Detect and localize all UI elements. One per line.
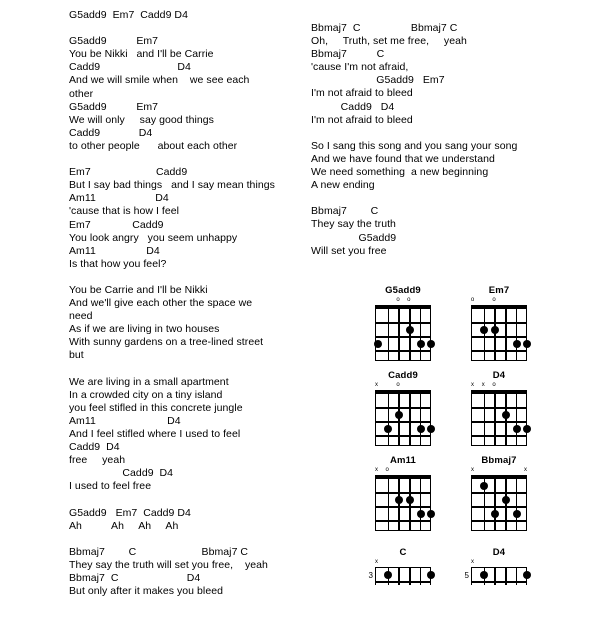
chord-diagram-em7 <box>449 286 549 372</box>
lyric-line: Bbmaj7 C Bbmaj7 C <box>69 545 249 558</box>
fretboard-string-line <box>505 394 506 445</box>
fretboard-string-line <box>505 309 506 360</box>
muted-string-marker: x <box>375 559 378 565</box>
chord-diagram-label: Em7 <box>488 285 510 296</box>
lyric-block-bridge <box>311 140 561 192</box>
fretboard-string-line <box>494 309 495 360</box>
fretboard-fret-line <box>472 581 526 582</box>
fretboard-string-line <box>516 479 517 530</box>
chord-fretboard <box>471 475 527 531</box>
lyric-block-ah-section <box>69 507 309 533</box>
lyric-line: you feel stifled in this concrete jungle <box>69 401 243 414</box>
fretboard-string-line <box>388 479 389 530</box>
lyric-block-chorus-1 <box>69 546 309 598</box>
chord-finger-dot <box>480 482 488 490</box>
chord-finger-dot <box>395 496 403 504</box>
fretboard-fret-line <box>472 435 526 436</box>
muted-string-marker: x <box>375 382 378 388</box>
lyric-line: Em7 Cadd9 <box>69 166 188 179</box>
chord-diagram-label: Cadd9 <box>388 370 418 381</box>
fretboard-fret-line <box>472 520 526 521</box>
lyric-line: We need something a new beginning <box>311 166 489 179</box>
chord-diagram-row <box>345 548 595 634</box>
lyrics-column-left <box>69 9 309 598</box>
chord-finger-dot <box>523 425 531 433</box>
chord-fretboard <box>471 567 527 585</box>
lyric-line: but <box>69 349 84 362</box>
lyric-line: In a crowded city on a tiny island <box>69 388 223 401</box>
open-string-marker: o <box>492 297 496 303</box>
chord-finger-dot <box>502 496 510 504</box>
chord-diagram-row <box>345 371 595 457</box>
chord-finger-dot <box>491 326 499 334</box>
lyric-line: Cadd9 D4 <box>69 467 174 480</box>
chord-finger-dot <box>417 425 425 433</box>
open-string-marker: o <box>385 467 389 473</box>
chord-finger-dot <box>513 510 521 518</box>
chord-diagram-label: D4 <box>492 547 506 558</box>
lyric-line: Am11 D4 <box>69 192 169 205</box>
chord-string-markers <box>471 467 527 474</box>
chord-diagram-label: Am11 <box>390 455 416 466</box>
fretboard-string-line <box>409 309 410 360</box>
muted-string-marker: x <box>471 559 474 565</box>
chord-string-markers <box>375 559 431 566</box>
fretboard-string-line <box>516 309 517 360</box>
fretboard-fret-line <box>472 492 526 493</box>
chord-finger-dot <box>513 340 521 348</box>
lyric-line: Bbmaj7 C Bbmaj7 C <box>311 22 458 34</box>
fretboard-fret-line <box>376 581 430 582</box>
open-string-marker: o <box>492 382 496 388</box>
fretboard-string-line <box>494 479 495 530</box>
chord-diagram-am11 <box>353 456 453 542</box>
lyric-line: G5add9 <box>311 231 397 244</box>
fretboard-fret-line <box>376 492 430 493</box>
lyric-line: Oh, Truth, set me free, yeah <box>311 35 467 48</box>
lyric-block-verse-4 <box>69 376 309 494</box>
fretboard-fret-line <box>472 350 526 351</box>
muted-string-marker: x <box>481 382 485 388</box>
chord-diagram-g5add9 <box>353 286 453 372</box>
lyric-line: They say the truth will set you free, yeah <box>69 558 268 571</box>
lyric-line: Cadd9 D4 <box>69 441 120 454</box>
open-string-marker: o <box>407 297 411 303</box>
chord-finger-dot <box>395 411 403 419</box>
fretboard-string-line <box>420 309 421 360</box>
lyric-line: Em7 Cadd9 <box>69 218 164 231</box>
chord-finger-dot <box>427 510 435 518</box>
lyric-line: G5add9 Em7 <box>69 35 159 48</box>
chord-diagram-row <box>345 286 595 372</box>
chord-diagram-row <box>345 456 595 542</box>
fretboard-string-line <box>409 394 410 445</box>
lyric-line: And we'll give each other the space we <box>69 297 253 310</box>
chord-diagram-label: D4 <box>492 370 506 381</box>
fretboard-fret-line <box>472 336 526 337</box>
fretboard-fret-line <box>472 322 526 323</box>
chord-finger-dot <box>427 340 435 348</box>
lyric-line: Will set you free <box>311 244 387 257</box>
fretboard-fret-line <box>472 421 526 422</box>
lyric-line: Am11 D4 <box>69 414 181 427</box>
chord-fretboard <box>375 475 431 531</box>
lyric-line: I'm not afraid to bleed <box>311 113 413 126</box>
open-string-marker: o <box>396 297 400 303</box>
chord-finger-dot <box>523 571 531 579</box>
lyric-block-verse-1 <box>69 35 309 153</box>
lyric-block-chorus-2 <box>311 22 561 127</box>
fretboard-fret-line <box>376 421 430 422</box>
lyric-line: And I feel stifled where I used to feel <box>69 428 241 440</box>
lyric-line: need <box>69 310 93 323</box>
fretboard-string-line <box>494 394 495 445</box>
fretboard-string-line <box>420 394 421 445</box>
chord-diagram-panel <box>345 286 595 600</box>
chord-finger-dot <box>502 411 510 419</box>
fretboard-fret-line <box>376 322 430 323</box>
fretboard-string-line <box>388 394 389 445</box>
lyric-line: Cadd9 D4 <box>311 100 395 113</box>
lyric-line: G5add9 Em7 Cadd9 D4 <box>69 9 188 21</box>
lyric-line: Bbmaj7 C <box>311 205 379 218</box>
chord-fretboard <box>471 390 527 446</box>
chord-diagram-label: Bbmaj7 <box>481 455 517 466</box>
chord-diagram-label: G5add9 <box>385 285 421 296</box>
chord-diagram-d4 <box>449 371 549 457</box>
chord-string-markers <box>471 559 527 566</box>
lyric-line: Cadd9 D4 <box>69 126 153 139</box>
chord-string-markers <box>471 382 527 389</box>
muted-string-marker: x <box>524 467 527 473</box>
lyric-line: You be Carrie and I'll be Nikki <box>69 283 208 296</box>
chord-finger-dot <box>384 571 392 579</box>
chord-fretboard <box>375 390 431 446</box>
lyric-line: But I say bad things and I say mean things <box>69 179 275 192</box>
chord-diagram-label: C <box>399 547 407 558</box>
lyric-line: G5add9 Em7 <box>311 74 445 87</box>
fretboard-fret-line <box>376 336 430 337</box>
lyric-line: You look angry you seem unhappy <box>69 231 238 244</box>
fretboard-fret-line <box>376 520 430 521</box>
lyric-line: A new ending <box>311 179 375 192</box>
chord-string-markers <box>375 467 431 474</box>
chord-diagram-c <box>353 548 453 634</box>
lyric-block-intro <box>69 9 309 22</box>
lyric-line: But only after it makes you bleed <box>69 585 223 598</box>
lyric-line: Am11 D4 <box>69 244 160 257</box>
chord-finger-dot <box>427 425 435 433</box>
lyric-line: 'cause that is how I feel <box>69 205 180 218</box>
lyric-line: Bbmaj7 C D4 <box>69 572 201 585</box>
chord-string-markers <box>471 297 527 304</box>
lyric-line: They say the truth <box>311 218 396 231</box>
chord-finger-dot <box>427 571 435 579</box>
muted-string-marker: x <box>375 467 378 473</box>
lyric-line: I'm not afraid to bleed <box>311 87 413 100</box>
lyric-line: We are living in a small apartment <box>69 375 229 388</box>
fretboard-fret-line <box>472 506 526 507</box>
chord-finger-dot <box>513 425 521 433</box>
chord-fretboard <box>375 567 431 585</box>
fretboard-string-line <box>505 479 506 530</box>
lyric-line: Cadd9 D4 <box>69 61 191 74</box>
fretboard-fret-line <box>376 350 430 351</box>
lyric-line: As if we are living in two houses <box>69 323 220 336</box>
chord-fretboard <box>375 305 431 361</box>
lyric-line: So I sang this song and you sang your song <box>311 139 518 152</box>
lyric-line: 'cause I'm not afraid, <box>311 61 409 74</box>
fretboard-string-line <box>398 479 399 530</box>
lyric-block-verse-2 <box>69 166 309 271</box>
lyric-block-verse-3 <box>69 284 309 363</box>
chord-finger-dot <box>480 571 488 579</box>
chord-base-fret-number: 5 <box>464 571 469 580</box>
chord-finger-dot <box>523 340 531 348</box>
chord-string-markers <box>375 382 431 389</box>
chord-finger-dot <box>417 510 425 518</box>
fretboard-string-line <box>398 309 399 360</box>
lyric-line: Ah Ah Ah Ah <box>69 519 179 532</box>
lyric-line: free yeah <box>69 454 126 467</box>
lyric-line: to other people about each other <box>69 139 238 152</box>
lyric-line: And we have found that we understand <box>311 152 495 165</box>
chord-base-fret-number: 3 <box>368 571 373 580</box>
chord-finger-dot <box>491 510 499 518</box>
chord-fretboard <box>471 305 527 361</box>
chord-diagram-cadd9 <box>353 371 453 457</box>
open-string-marker: o <box>470 297 475 303</box>
lyric-line: other <box>69 87 94 100</box>
lyric-line: I used to feel free <box>69 480 152 493</box>
chord-finger-dot <box>406 326 414 334</box>
open-string-marker: o <box>396 382 400 388</box>
lyric-line: And we will smile when we see each <box>69 74 250 87</box>
chord-finger-dot <box>374 340 382 348</box>
lyric-line: G5add9 Em7 <box>69 100 159 113</box>
lyric-line: G5add9 Em7 Cadd9 D4 <box>69 506 191 519</box>
fretboard-fret-line <box>376 506 430 507</box>
lyric-line: We will only say good things <box>69 113 214 126</box>
fretboard-fret-line <box>472 407 526 408</box>
chord-diagram-bbmaj7 <box>449 456 549 542</box>
lyric-line: You be Nikki and I'll be Carrie <box>69 48 214 61</box>
fretboard-string-line <box>516 394 517 445</box>
chord-diagram-d4 <box>449 548 549 634</box>
fretboard-string-line <box>420 479 421 530</box>
chord-finger-dot <box>406 496 414 504</box>
fretboard-string-line <box>398 394 399 445</box>
chord-finger-dot <box>417 340 425 348</box>
fretboard-string-line <box>484 309 485 360</box>
fretboard-fret-line <box>376 407 430 408</box>
fretboard-string-line <box>409 479 410 530</box>
lyric-line: Is that how you feel? <box>69 257 167 270</box>
fretboard-fret-line <box>376 435 430 436</box>
lyric-line: Bbmaj7 C <box>311 48 385 61</box>
fretboard-string-line <box>484 394 485 445</box>
lyric-line: With sunny gardens on a tree-lined street <box>69 336 264 349</box>
chord-string-markers <box>375 297 431 304</box>
lyric-block-outro <box>311 205 561 257</box>
chord-finger-dot <box>480 326 488 334</box>
fretboard-string-line <box>388 309 389 360</box>
chord-finger-dot <box>384 425 392 433</box>
muted-string-marker: x <box>471 382 474 388</box>
lyrics-column-right <box>311 22 561 258</box>
muted-string-marker: x <box>471 467 474 473</box>
